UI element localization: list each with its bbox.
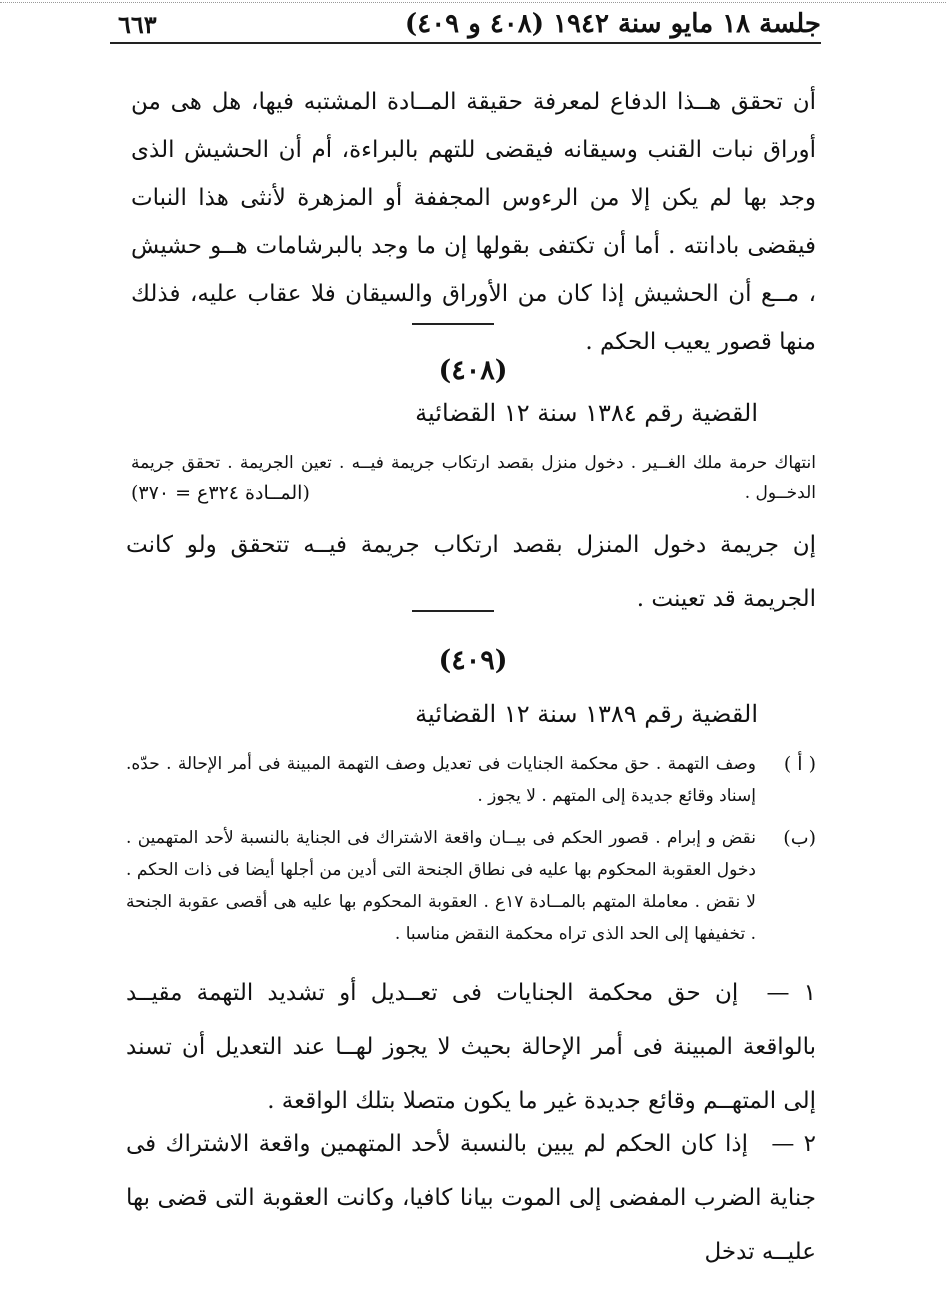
case-409-reference: القضية رقم ١٣٨٩ سنة ١٢ القضائية — [415, 700, 758, 728]
ruling-text: إن حق محكمة الجنايات فى تعــديل أو تشديد التهمة مقيــد بالواقعة المبينة فى أمر الإحالة بحيث لا يجوز لهــا عند التعديل أن تسند إلى المتهــم وقائع جديدة غير ما يكون متصلا بتلك الواقعة . — [126, 980, 816, 1114]
header-title: جلسة ١٨ مايو سنة ١٩٤٢ (٤٠٨ و ٤٠٩) — [404, 9, 821, 39]
case-408-ruling-text: إن جريمة دخول المنزل بقصد ارتكاب جريمة فيــه تتحقق ولو كانت الجريمة قد تعينت . — [126, 532, 816, 612]
section-divider — [412, 610, 494, 612]
ruling-number: ١ — — [766, 980, 816, 1006]
case-408-summary — [131, 448, 816, 508]
page-number: ٦٦٣ — [118, 10, 157, 39]
item-marker: ( أ ) — [783, 753, 816, 775]
page-header — [110, 6, 821, 44]
ruling-number: ٢ — — [771, 1131, 817, 1157]
case-409-ruling-1 — [126, 966, 816, 1128]
case-408-number: (٤٠٨) — [438, 355, 508, 386]
section-divider — [412, 323, 494, 325]
item-marker: (ب) — [783, 827, 816, 849]
item-text: وصف التهمة . حق محكمة الجنايات فى تعديل وصف التهمة المبينة فى أمر الإحالة . حدّه. إسناد وقائع جديدة إلى المتهم . لا يجوز . — [126, 754, 756, 806]
case-409-summary-item-a — [126, 748, 816, 812]
case-409-summary-item-b — [126, 822, 816, 950]
intro-text: أن تحقق هــذا الدفاع لمعرفة حقيقة المــادة المشتبه فيها، هل هى من أوراق نبات القنب وسيقانه فيقضى للتهم بالبراءة، أم أن الحشيش الذى وجد بها لم يكن إلا من الرءوس المجففة أو المزهرة لأنثى هذا النبات فيقضى بادانته . أما أن تكتفى بقولها إن ما وجد بالبرشامات هــو حشيش ، مــع أن الحشيش إذا كان من الأوراق والسيقان فلا عقاب عليه، فذلك منها قصور يعيب الحكم . — [131, 89, 816, 355]
case-409-ruling-2 — [126, 1117, 816, 1279]
item-text: نقض و إبرام . قصور الحكم فى بيــان واقعة الاشتراك فى الجناية بالنسبة لأحد المتهمين . دخول العقوبة المحكوم بها عليه فى نطاق الجنحة التى أدين من أجلها أيضا فى ذات الحكم . لا نقض . معاملة المتهم بالمــادة ١٧ع . العقوبة المحكوم بها عليه هى أقصى عقوبة الجنحة . تخفيفها إلى الحد الذى تراه محكمة النقض مناسبا . — [126, 828, 757, 944]
case-408-reference: القضية رقم ١٣٨٤ سنة ١٢ القضائية — [415, 399, 758, 427]
ruling-text: إذا كان الحكم لم يبين بالنسبة لأحد المتهمين واقعة الاشتراك فى جناية الضرب المفضى إلى الموت بيانا كافيا، وكانت العقوبة التى قضى بها عليــه تدخل — [126, 1131, 816, 1265]
case-409-number: (٤٠٩) — [438, 645, 508, 676]
case-408-article: (المــادة ٣٢٤ع = ٣٧٠) — [131, 482, 310, 504]
case-408-summary-text: انتهاك حرمة ملك الغــير . دخول منزل بقصد ارتكاب جريمة فيــه . تعين الجريمة . تحقق جريمة الدخــول . — [131, 453, 816, 503]
